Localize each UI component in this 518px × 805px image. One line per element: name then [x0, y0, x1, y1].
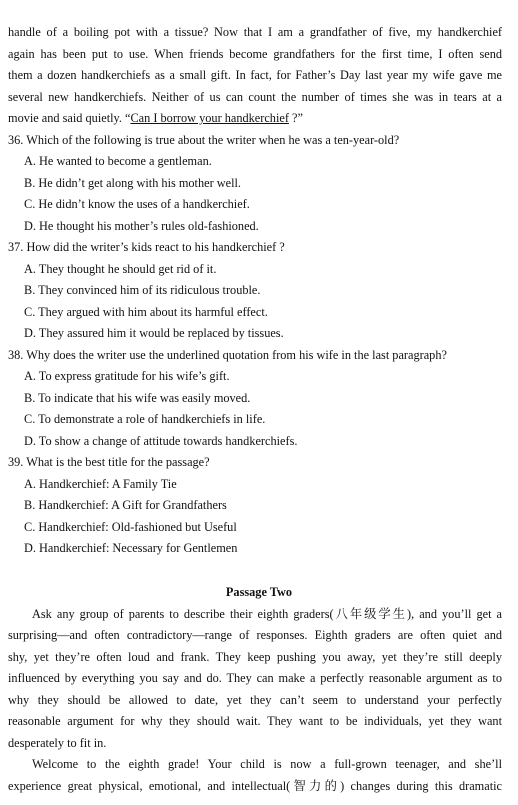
question-39-option-d: D. Handkerchief: Necessary for Gentlemen: [24, 541, 238, 555]
question-36-option-a: A. He wanted to become a gentleman.: [24, 154, 212, 168]
passage-two-line: why they should be allowed to date, yet they can’t seem to understand your perfectly: [8, 692, 502, 707]
passage-two-line: reasonable argument for why they should wait. They want to be individuals, yet they want: [8, 714, 502, 728]
question-37-option-b: B. They convinced him of its ridiculous trouble.: [24, 283, 261, 297]
question-37-stem: 37. How did the writer’s kids react to his handkerchief ?: [8, 240, 285, 254]
question-38-option-a: A. To express gratitude for his wife’s gift.: [24, 369, 230, 383]
question-39-option-b: B. Handkerchief: A Gift for Grandfathers: [24, 498, 227, 512]
passage-two-line: Welcome to the eighth grade! Your child is now a full-grown teenager, and she’ll: [32, 757, 502, 771]
passage-two-line: desperately to fit in.: [8, 735, 107, 750]
question-37-option-c: C. They argued with him about its harmful effect.: [24, 304, 268, 319]
question-38-option-b: B. To indicate that his wife was easily moved.: [24, 390, 251, 405]
question-37-option-a: A. They thought he should get rid of it.: [24, 261, 217, 276]
passage-two-line: shy, yet they’re often loud and frank. They keep pushing you away, yet they’re still deeply: [8, 649, 502, 664]
passage-two-line: surprising—and often contradictory—range of responses. Eighth graders are often quiet and: [8, 628, 502, 642]
question-36-option-c: C. He didn’t know the uses of a handkerchief.: [24, 197, 250, 211]
passage-two-line: influenced by everything you say and do. They can make a perfectly reasonable argument as to: [8, 671, 502, 685]
passage-line: handle of a boiling pot with a tissue? Now that I am a grandfather of five, my handkerchief: [8, 25, 502, 39]
line-text: ?”: [288, 111, 303, 125]
passage-line: several new handkerchiefs. Neither of us can count the number of times she was in tears at a: [8, 89, 502, 104]
question-39-option-c: C. Handkerchief: Old-fashioned but Useful: [24, 519, 237, 534]
question-38-option-d: D. To show a change of attitude towards handkerchiefs.: [24, 433, 298, 448]
question-39-stem: 39. What is the best title for the passage?: [8, 455, 210, 469]
passage-two-line: Ask any group of parents to describe their eighth graders(八年级学生), and you’ll get a: [32, 606, 502, 621]
question-37-option-d: D. They assured him it would be replaced by tissues.: [24, 326, 284, 340]
passage-line: again has been put to use. When friends become grandfathers for the first time, I often send: [8, 46, 502, 61]
question-39-option-a: A. Handkerchief: A Family Tie: [24, 476, 177, 491]
question-38-option-c: C. To demonstrate a role of handkerchiefs in life.: [24, 412, 266, 426]
passage-line: them a dozen handkerchiefs as a small gift. In fact, for Father’s Day last year my wife gave me: [8, 68, 502, 82]
question-36-option-d: D. He thought his mother’s rules old-fashioned.: [24, 218, 259, 233]
passage-last-line: [8, 108, 502, 130]
question-36-option-b: B. He didn’t get along with his mother well.: [24, 175, 241, 190]
line-text: movie and said quietly. “: [8, 111, 131, 125]
question-36-stem: 36. Which of the following is true about the writer when he was a ten-year-old?: [8, 132, 400, 147]
passage-two-title: Passage Two: [225, 585, 293, 599]
passage-two-line: experience great physical, emotional, and intellectual(智力的) changes during this dramatic: [8, 778, 502, 793]
question-38-stem: 38. Why does the writer use the underlined quotation from his wife in the last paragraph?: [8, 347, 447, 362]
underlined-quotation: Can I borrow your handkerchief: [130, 111, 289, 125]
